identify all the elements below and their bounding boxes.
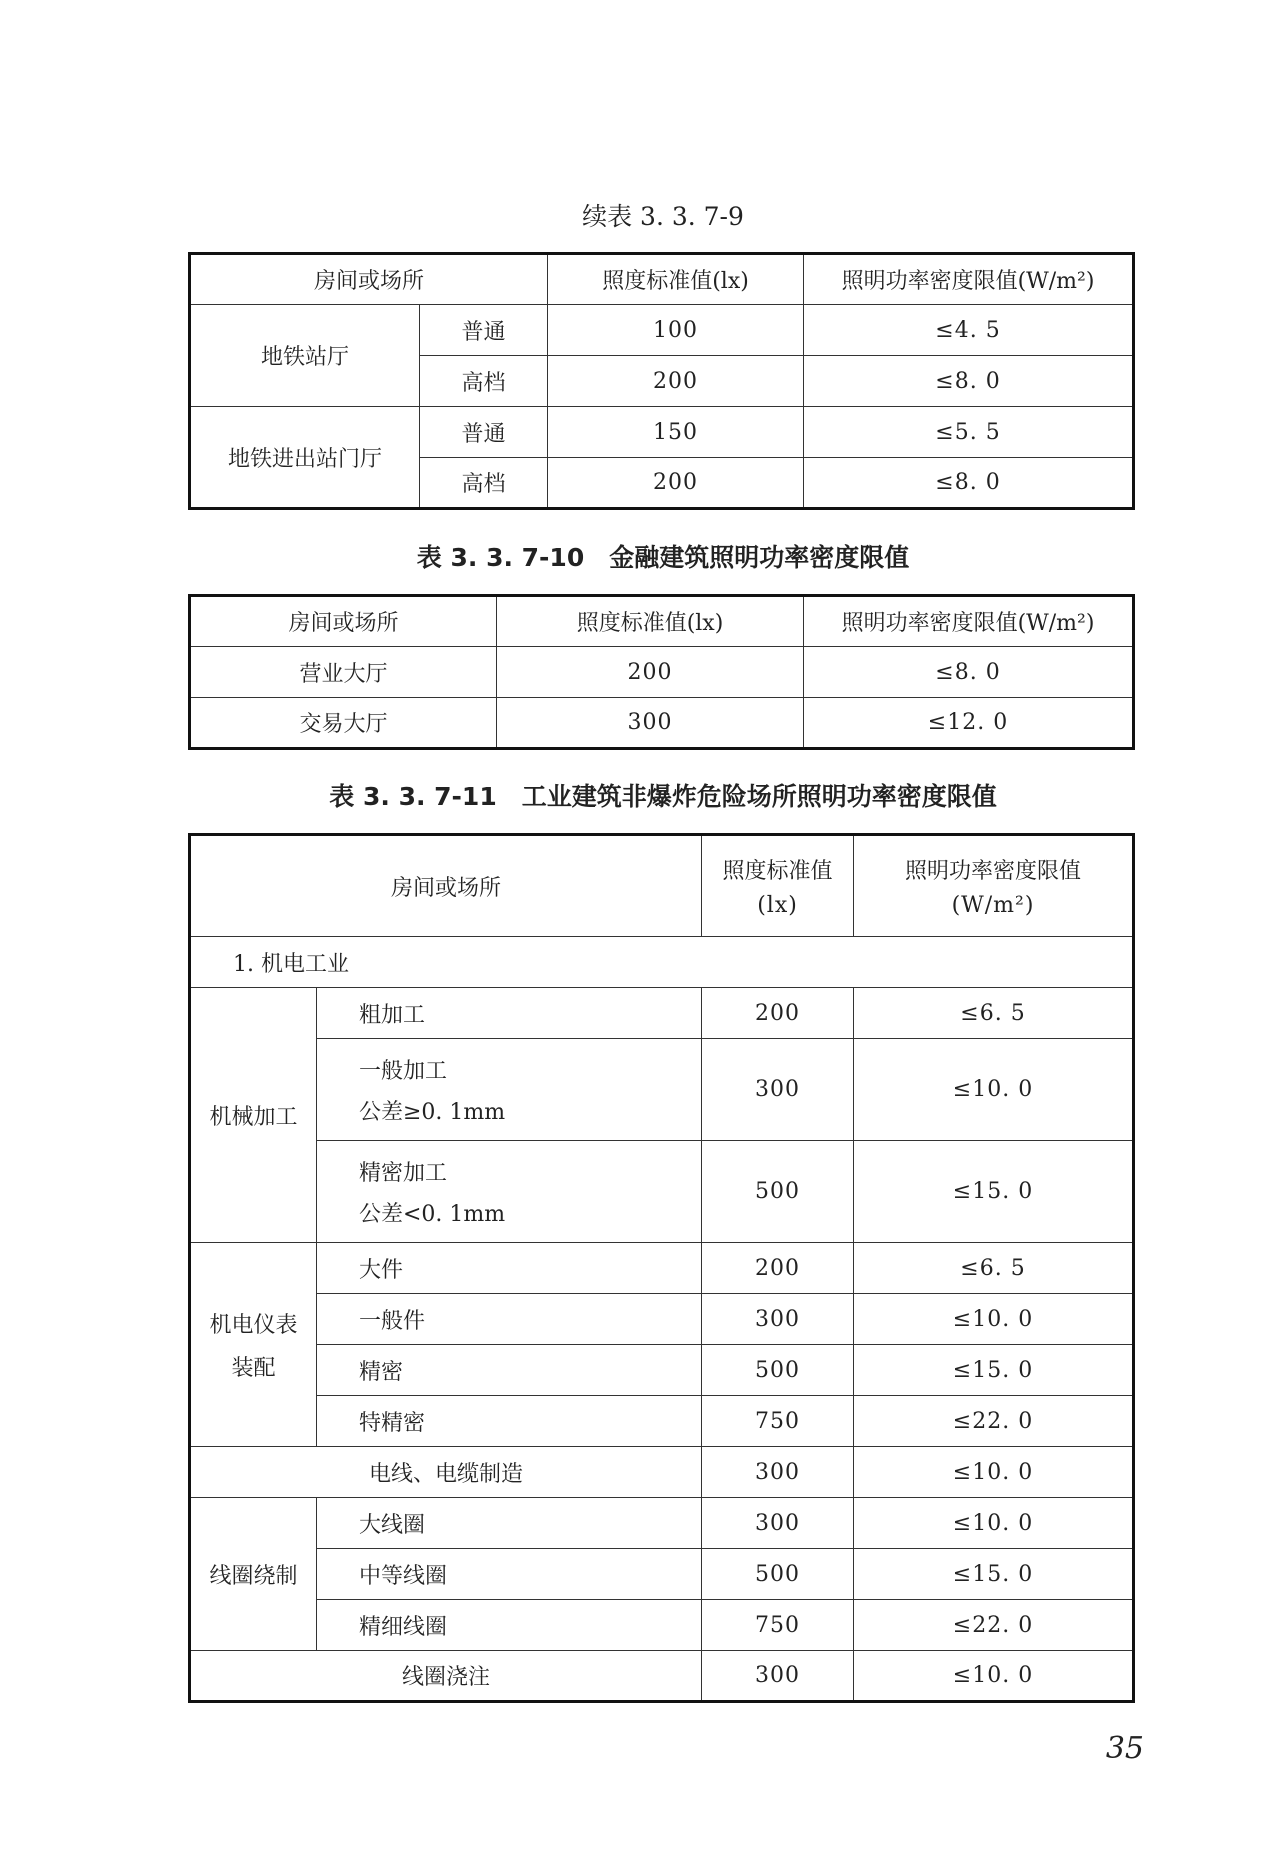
table-row (190, 1651, 1134, 1702)
lpd-cell: ≤10. 0 (854, 1039, 1134, 1141)
item-cell: 精密 (317, 1345, 702, 1396)
lux-cell: 500 (702, 1141, 854, 1243)
table-row (190, 407, 1134, 458)
table-header-row (190, 254, 1134, 305)
lpd-cell: ≤10. 0 (854, 1294, 1134, 1345)
table-row (190, 1447, 1134, 1498)
header-place: 房间或场所 (190, 596, 497, 647)
table-row (190, 698, 1134, 749)
page-number: 35 (1105, 1731, 1144, 1766)
lpd-cell: ≤15. 0 (854, 1345, 1134, 1396)
header-lpd: 照明功率密度限值(W/m²) (804, 254, 1134, 305)
lpd-cell: ≤10. 0 (854, 1498, 1134, 1549)
lux-cell: 750 (702, 1600, 854, 1651)
item-cell (317, 1141, 702, 1243)
table3-caption: 表 3. 3. 7-11 工业建筑非爆炸危险场所照明功率密度限值 (329, 782, 997, 811)
header-lpd-line1: 照明功率密度限值 (905, 859, 1082, 884)
lpd-cell: ≤8. 0 (804, 356, 1134, 407)
group-line2: 装配 (231, 1355, 276, 1381)
group-cell: 线圈绕制 (190, 1498, 317, 1651)
item-line2: 公差<0. 1mm (359, 1201, 506, 1227)
lux-cell: 300 (702, 1651, 854, 1702)
lux-cell: 200 (702, 1243, 854, 1294)
place-cell: 营业大厅 (190, 647, 497, 698)
lpd-cell: ≤8. 0 (804, 647, 1134, 698)
lpd-cell: ≤22. 0 (854, 1600, 1134, 1651)
table-row (190, 1294, 1134, 1345)
place-cell: 交易大厅 (190, 698, 497, 749)
table-row (190, 1549, 1134, 1600)
table-row (190, 1039, 1134, 1141)
table2-caption: 表 3. 3. 7-10 金融建筑照明功率密度限值 (416, 543, 910, 572)
table-header-row (190, 835, 1134, 937)
lpd-cell: ≤15. 0 (854, 1141, 1134, 1243)
lux-cell: 300 (702, 1498, 854, 1549)
lux-cell: 300 (497, 698, 804, 749)
table1-caption: 续表 3. 3. 7-9 (582, 202, 744, 231)
lux-cell: 200 (548, 356, 804, 407)
item-cell: 一般件 (317, 1294, 702, 1345)
table-row (190, 1600, 1134, 1651)
table3 (188, 833, 1135, 1703)
header-lpd-line2: (W/m²) (951, 893, 1035, 918)
header-place: 房间或场所 (190, 254, 548, 305)
lux-cell: 200 (548, 458, 804, 509)
table-row (190, 647, 1134, 698)
item-line1: 精密加工 (359, 1160, 448, 1186)
item-cell: 特精密 (317, 1396, 702, 1447)
lpd-cell: ≤22. 0 (854, 1396, 1134, 1447)
lux-cell: 300 (702, 1294, 854, 1345)
header-lux-line1: 照度标准值 (722, 859, 833, 884)
level-cell: 高档 (420, 458, 548, 509)
table-row (190, 305, 1134, 356)
lpd-cell: ≤12. 0 (804, 698, 1134, 749)
table-row (190, 1243, 1134, 1294)
lux-cell: 750 (702, 1396, 854, 1447)
place-cell: 地铁站厅 (190, 305, 420, 407)
item-line2: 公差≥0. 1mm (359, 1099, 506, 1125)
place-cell: 地铁进出站门厅 (190, 407, 420, 509)
header-lux: 照度标准值(lx) (497, 596, 804, 647)
level-cell: 普通 (420, 305, 548, 356)
table1 (188, 252, 1135, 510)
item-cell: 粗加工 (317, 988, 702, 1039)
header-lpd (854, 835, 1134, 937)
lpd-cell: ≤15. 0 (854, 1549, 1134, 1600)
item-cell: 中等线圈 (317, 1549, 702, 1600)
lpd-cell: ≤4. 5 (804, 305, 1134, 356)
lpd-cell: ≤6. 5 (854, 988, 1134, 1039)
item-cell: 线圈浇注 (190, 1651, 702, 1702)
header-lpd: 照明功率密度限值(W/m²) (804, 596, 1134, 647)
level-cell: 普通 (420, 407, 548, 458)
header-lux (702, 835, 854, 937)
lpd-cell: ≤10. 0 (854, 1651, 1134, 1702)
header-place: 房间或场所 (190, 835, 702, 937)
lux-cell: 200 (702, 988, 854, 1039)
table-row (190, 1141, 1134, 1243)
table-row (190, 1396, 1134, 1447)
lpd-cell: ≤5. 5 (804, 407, 1134, 458)
lpd-cell: ≤8. 0 (804, 458, 1134, 509)
lux-cell: 300 (702, 1039, 854, 1141)
section-title: 1. 机电工业 (190, 937, 1134, 988)
lpd-cell: ≤6. 5 (854, 1243, 1134, 1294)
item-line1: 一般加工 (359, 1058, 448, 1084)
table2 (188, 594, 1135, 750)
lux-cell: 200 (497, 647, 804, 698)
item-cell: 大线圈 (317, 1498, 702, 1549)
lux-cell: 100 (548, 305, 804, 356)
lpd-cell: ≤10. 0 (854, 1447, 1134, 1498)
table-row (190, 988, 1134, 1039)
table-row (190, 1345, 1134, 1396)
item-cell: 大件 (317, 1243, 702, 1294)
group-cell (190, 1243, 317, 1447)
lux-cell: 500 (702, 1345, 854, 1396)
level-cell: 高档 (420, 356, 548, 407)
lux-cell: 300 (702, 1447, 854, 1498)
table-header-row (190, 596, 1134, 647)
item-cell: 电线、电缆制造 (190, 1447, 702, 1498)
lux-cell: 500 (702, 1549, 854, 1600)
header-lux-line2: (lx) (757, 893, 798, 918)
group-line1: 机电仪表 (209, 1312, 298, 1338)
table-row (190, 1498, 1134, 1549)
item-cell: 精细线圈 (317, 1600, 702, 1651)
group-cell: 机械加工 (190, 988, 317, 1243)
header-lux: 照度标准值(lx) (548, 254, 804, 305)
section-row (190, 937, 1134, 988)
lux-cell: 150 (548, 407, 804, 458)
item-cell (317, 1039, 702, 1141)
